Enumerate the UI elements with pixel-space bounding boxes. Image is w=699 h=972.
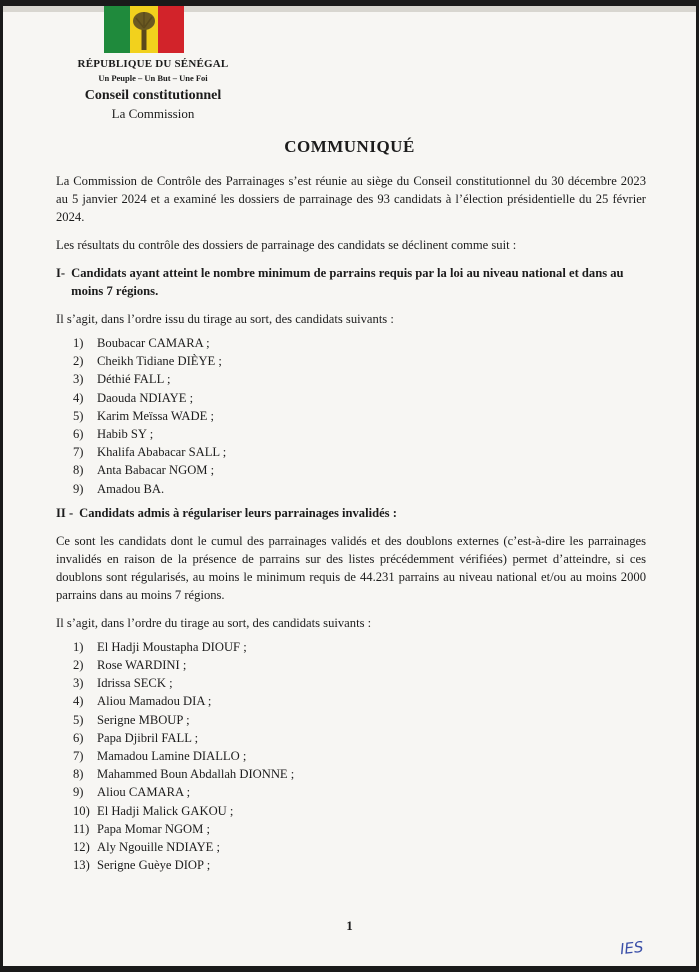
candidate-name: Aliou CAMARA ; xyxy=(97,785,191,800)
section-1-candidate-list xyxy=(56,334,646,498)
section-1-number: I- xyxy=(56,266,66,280)
candidate-item xyxy=(73,674,646,692)
department-name: La Commission xyxy=(111,106,195,121)
candidate-number: 3) xyxy=(73,372,84,387)
document-title: COMMUNIQUÉ xyxy=(284,137,415,156)
letterhead xyxy=(53,56,253,122)
candidate-name: El Hadji Malick GAKOU ; xyxy=(97,803,234,818)
candidate-item xyxy=(73,783,646,801)
section-2-lead: Il s’agit, dans l’ordre du tirage au sort, des candidats suivants : xyxy=(56,615,372,630)
flag-green-band xyxy=(104,6,130,53)
candidate-name: Rose WARDINI ; xyxy=(97,658,187,673)
candidate-name: Mamadou Lamine DIALLO ; xyxy=(97,749,247,764)
candidate-name: Mahammed Boun Abdallah DIONNE ; xyxy=(97,767,295,782)
candidate-item xyxy=(73,729,646,747)
candidate-number: 4) xyxy=(73,390,84,405)
candidate-number: 4) xyxy=(73,694,84,709)
country-name: RÉPUBLIQUE DU SÉNÉGAL xyxy=(77,58,229,70)
candidate-item xyxy=(73,638,646,656)
section-2-title: Candidats admis à régulariser leurs parrainages invalidés : xyxy=(79,505,397,520)
baobab-tree-icon xyxy=(130,6,158,53)
page-number: 1 xyxy=(346,918,353,933)
candidate-name: Anta Babacar NGOM ; xyxy=(97,463,215,478)
section-1-title: Candidats ayant atteint le nombre minimum de parrains requis par la loi au niveau national et dans au moins 7 régions. xyxy=(71,266,624,298)
candidate-number: 6) xyxy=(73,730,84,745)
candidate-item xyxy=(73,389,646,407)
candidate-number: 13) xyxy=(73,858,90,873)
candidate-item xyxy=(73,461,646,479)
document-page xyxy=(3,6,696,966)
candidate-name: Aly Ngouille NDIAYE ; xyxy=(97,840,221,855)
section-2-number: II - xyxy=(56,505,74,520)
senegal-flag-logo xyxy=(104,6,184,53)
candidate-item xyxy=(73,820,646,838)
candidate-number: 2) xyxy=(73,658,84,673)
candidate-name: Serigne Guèye DIOP ; xyxy=(97,858,211,873)
candidate-name: Daouda NDIAYE ; xyxy=(97,390,194,405)
handwritten-initials: IES xyxy=(619,937,645,959)
candidate-item xyxy=(73,480,646,498)
intro-paragraph: La Commission de Contrôle des Parrainages s’est réunie au siège du Conseil constitutionnel du 30 décembre 2023 au 5 janvier 2024 et a examiné les dossiers de parrainage des 93 candidats à l’élection présidentielle du 25 février 2024. xyxy=(56,174,646,224)
national-motto: Un Peuple – Un But – Une Foi xyxy=(98,73,208,83)
candidate-name: Boubacar CAMARA ; xyxy=(97,336,210,350)
results-intro: Les résultats du contrôle des dossiers de parrainage des candidats se déclinent comme suit : xyxy=(56,238,517,252)
candidate-name: Aliou Mamadou DIA ; xyxy=(97,694,212,709)
candidate-name: Amadou BA. xyxy=(97,481,165,496)
candidate-number: 5) xyxy=(73,712,84,727)
section-1-lead: Il s’agit, dans l’ordre issu du tirage au sort, des candidats suivants : xyxy=(56,312,394,326)
candidate-number: 2) xyxy=(73,354,84,369)
document-body xyxy=(56,172,646,880)
candidate-item xyxy=(73,802,646,820)
section-2-heading xyxy=(56,504,646,522)
candidate-number: 9) xyxy=(73,785,84,800)
candidate-number: 5) xyxy=(73,408,84,423)
candidate-number: 7) xyxy=(73,749,84,764)
candidate-number: 11) xyxy=(73,821,90,836)
institution-name: Conseil constitutionnel xyxy=(84,88,222,103)
candidate-name: Habib SY ; xyxy=(97,427,154,442)
candidate-number: 1) xyxy=(73,639,84,654)
section-2-description: Ce sont les candidats dont le cumul des parrainages validés et des doublons externes (c’est-à-dire les parrainages invalidés en raison de la présence de parrains sur des listes précédemment vérifiées) permet d’atteindre, si ces doublons sont régularisés, au moins le minimum requis de 44.231 parrains au niveau national et/ou au moins 2000 parrains dans au moins 7 régions. xyxy=(56,533,646,602)
candidate-number: 6) xyxy=(73,427,84,442)
candidate-item xyxy=(73,765,646,783)
candidate-item xyxy=(73,656,646,674)
candidate-item xyxy=(73,838,646,856)
candidate-name: Papa Momar NGOM ; xyxy=(97,821,210,836)
candidate-item xyxy=(73,352,646,370)
candidate-name: Serigne MBOUP ; xyxy=(97,712,190,727)
candidate-name: El Hadji Moustapha DIOUF ; xyxy=(97,639,247,654)
candidate-number: 7) xyxy=(73,445,84,460)
candidate-item xyxy=(73,692,646,710)
candidate-name: Idrissa SECK ; xyxy=(97,676,173,691)
section-2-candidate-list xyxy=(56,638,646,875)
candidate-number: 1) xyxy=(73,336,84,350)
candidate-number: 3) xyxy=(73,676,84,691)
candidate-item xyxy=(73,443,646,461)
candidate-name: Khalifa Ababacar SALL ; xyxy=(97,445,227,460)
candidate-item xyxy=(73,747,646,765)
candidate-item xyxy=(73,407,646,425)
candidate-item xyxy=(73,370,646,388)
candidate-number: 12) xyxy=(73,840,90,855)
candidate-name: Karim Meïssa WADE ; xyxy=(97,408,214,423)
candidate-name: Cheikh Tidiane DIÈYE ; xyxy=(97,354,222,369)
candidate-name: Déthié FALL ; xyxy=(97,372,171,387)
candidate-item xyxy=(73,711,646,729)
flag-yellow-band xyxy=(130,6,158,53)
candidate-item xyxy=(73,334,646,352)
candidate-number: 8) xyxy=(73,767,84,782)
candidate-number: 8) xyxy=(73,463,84,478)
candidate-item xyxy=(73,856,646,874)
section-1-heading xyxy=(56,264,646,300)
candidate-item xyxy=(73,425,646,443)
candidate-number: 9) xyxy=(73,481,84,496)
candidate-name: Papa Djibril FALL ; xyxy=(97,730,199,745)
candidate-number: 10) xyxy=(73,803,90,818)
flag-red-band xyxy=(158,6,184,53)
